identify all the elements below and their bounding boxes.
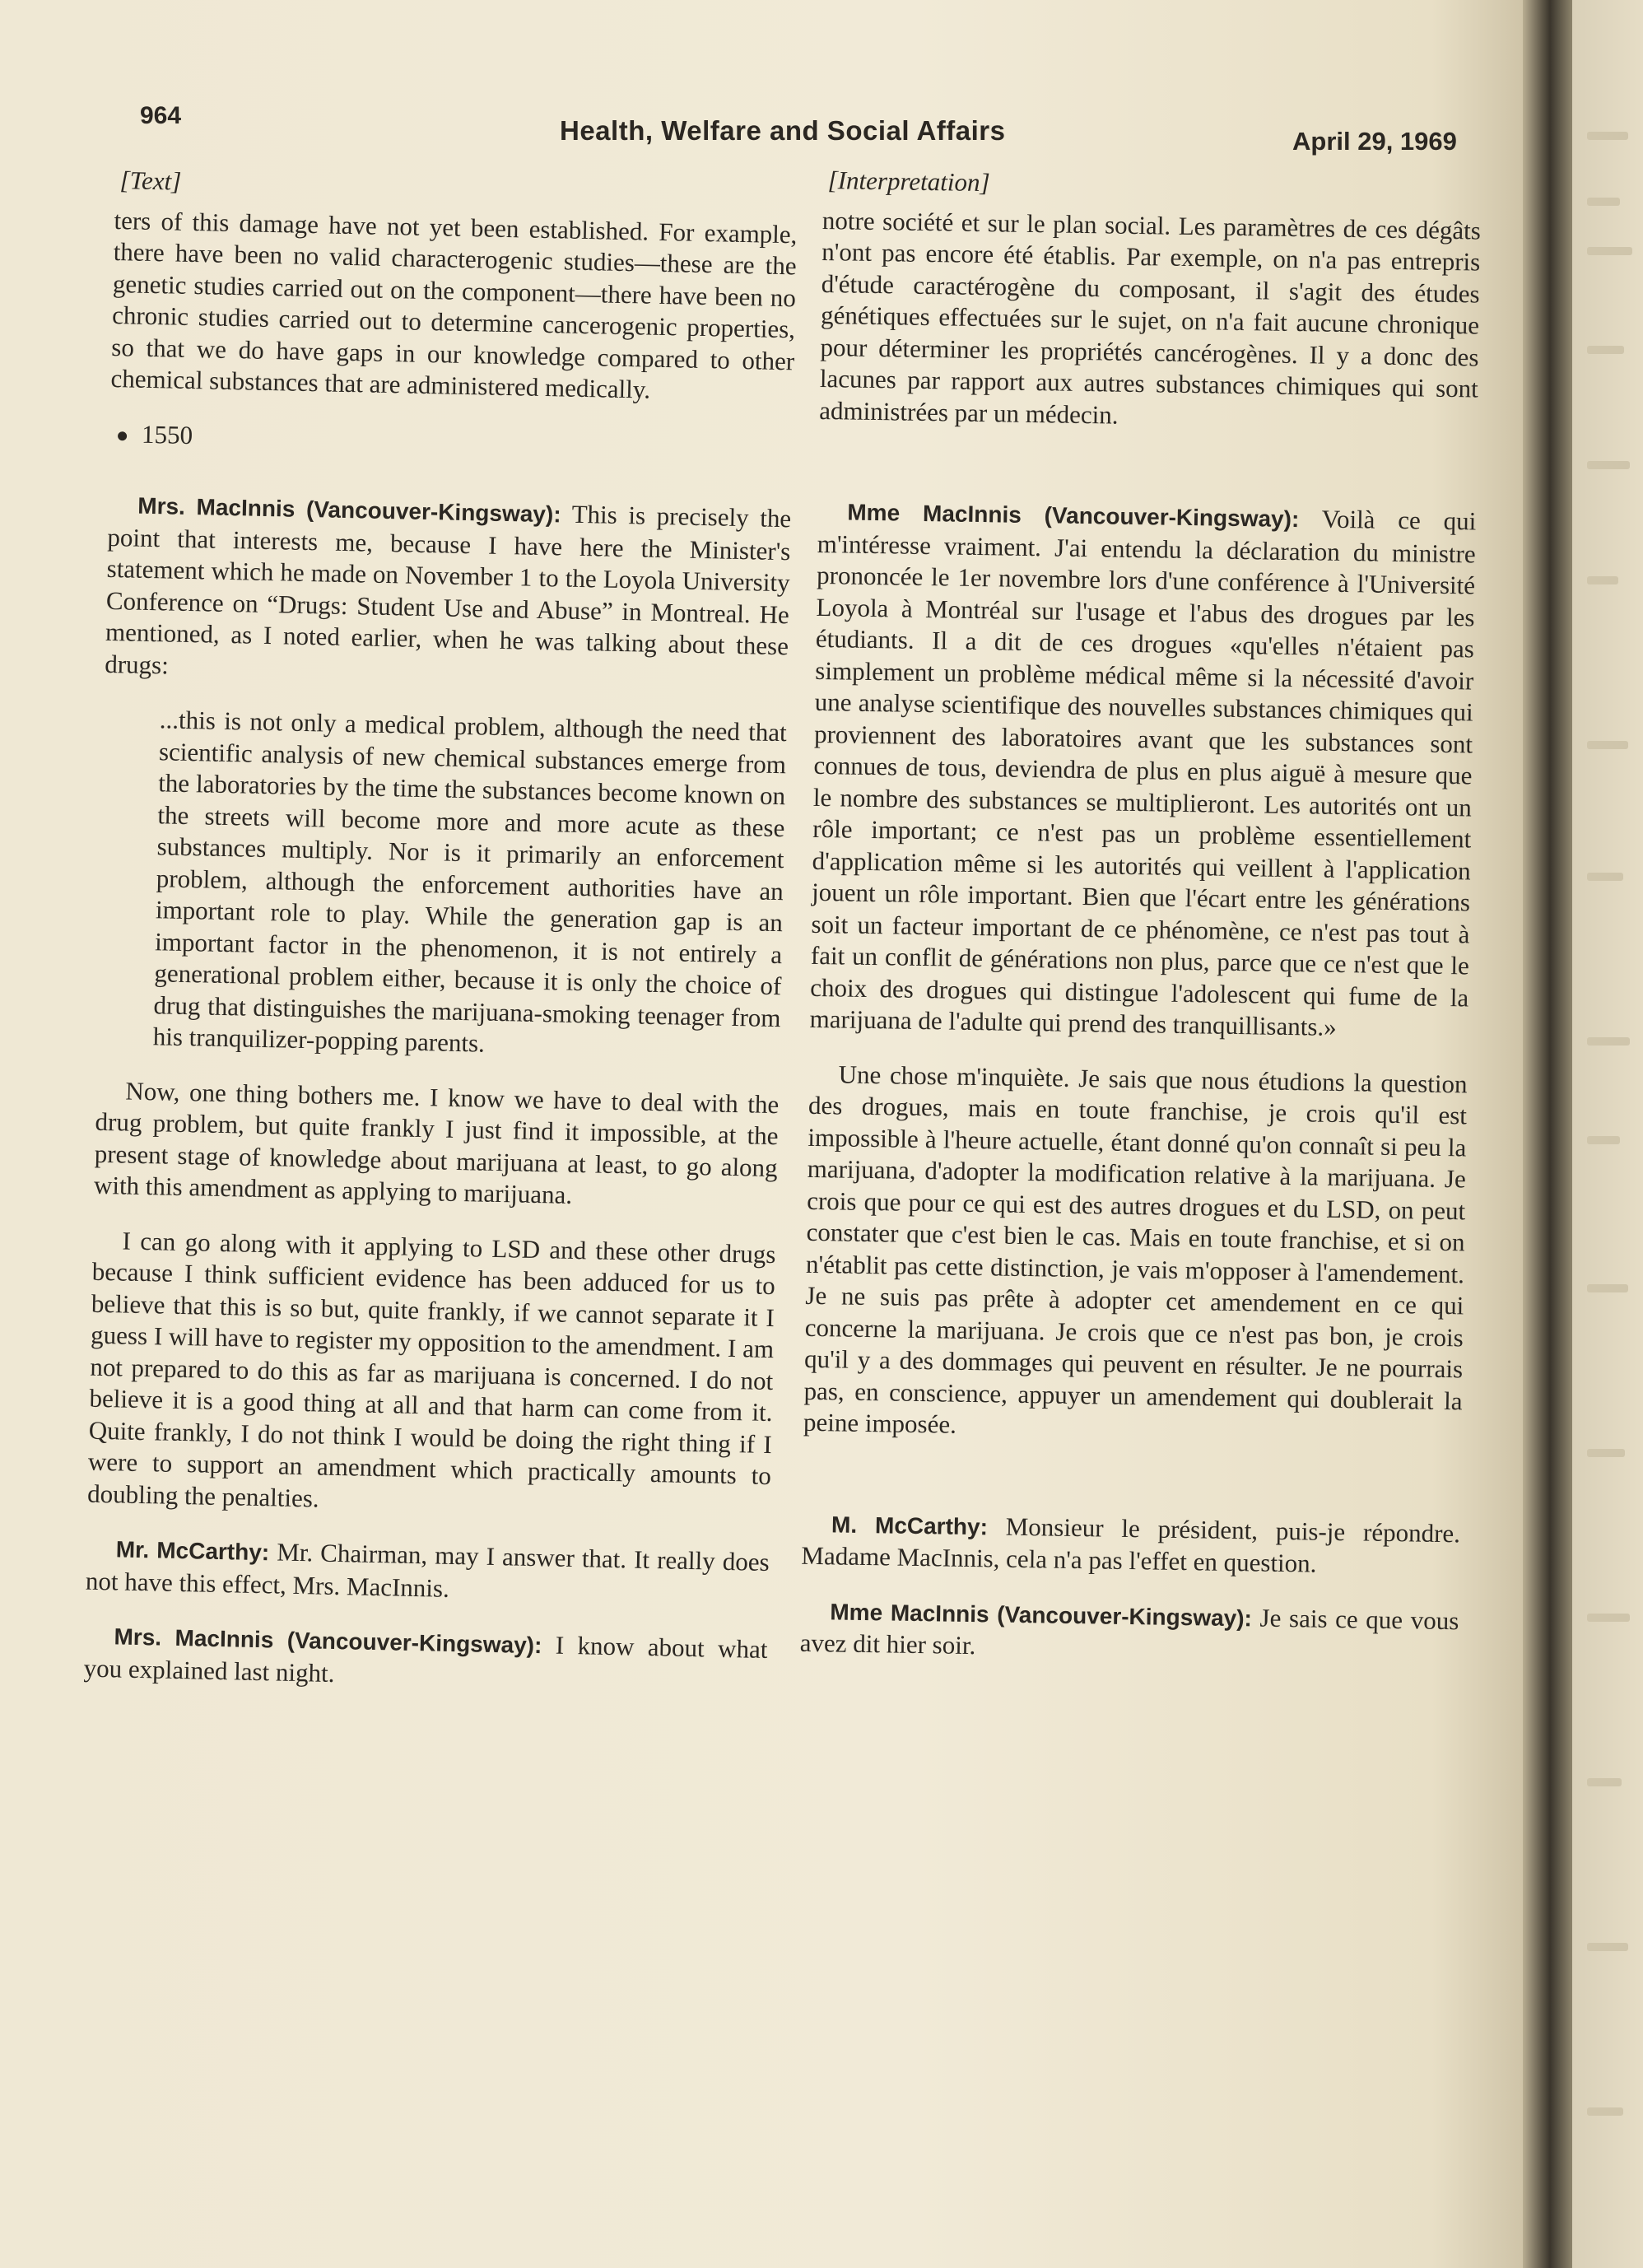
speech	[799, 1595, 1459, 1670]
ghost-text	[1587, 741, 1628, 749]
paragraph: Now, one thing bothers me. I know we have to deal with the drug problem, but quite frankly I just find it impossible, at the present stage of knowledge about marijuana at least, to go along with this amendment as applying to marijuana.	[93, 1076, 780, 1209]
speaker-name: Mme MacInnis (Vancouver-Kingsway):	[847, 499, 1300, 533]
ghost-text	[1587, 1778, 1622, 1786]
speech	[809, 496, 1476, 1046]
speaker-name: Mrs. MacInnis (Vancouver-Kingsway):	[114, 1623, 542, 1659]
speaker-name: M. McCarthy:	[831, 1511, 989, 1539]
book-gutter	[1523, 0, 1572, 2268]
paragraph: notre société et sur le plan social. Les paramètres de ces dégâts n'ont pas encore été établis. Par exemple, on n'a pas entrepris d'étude caractérogène du composant, il s'agit des études génétiques effectuées sur le sujet, on n'a fait aucune chronique pour déterminer les propriétés cancérogènes. Il y a donc des lacunes par rapport aux autres substances chimiques qui sont administrées par un médecin.	[819, 205, 1482, 430]
speaker-name: Mme MacInnis (Vancouver-Kingsway):	[830, 1598, 1253, 1631]
ghost-text	[1587, 576, 1618, 584]
time-stamp: 1550	[141, 419, 193, 449]
ghost-text	[1587, 461, 1630, 469]
page-number: 964	[140, 102, 182, 129]
ghost-text	[1587, 1136, 1620, 1144]
ghost-text	[1587, 132, 1628, 140]
speech-text: Voilà ce qui m'intéresse vraiment. J'ai entendu la déclaration du ministre prononcée le 1er novembre lors d'une conférence à l'Université Loyola à Montréal sur l'usage et l'abus des drogues par les étudiants. Il a dit de ces drogues «qu'elles n'étaient pas simplement un problème médical même si la nécessité d'avoir une analyse scientifique des nouvelles substances chimiques qui proviennent des laboratoires avant que les substances sont connues de tous, deviendra de plus en plus aiguë à mesure que le nombre des substances se multiplieront. Les autorités ont un rôle important; ce n'est pas un problème essentiellement d'application même si les autorités qui veillent à l'application jouent un rôle important. Bien que l'écart entre les générations soit un facteur important de ce phénomène, ce n'est pas tout à fait un conflit de générations non plus, parce que ce n'est que le choix des drogues qui distingue l'adolescent qui fume de la marijuana de l'adulte qui prend des tranquillisants.»	[809, 504, 1477, 1041]
speech	[105, 489, 792, 694]
page-date: April 29, 1969	[1292, 127, 1457, 156]
ghost-text	[1587, 1943, 1628, 1951]
speech	[86, 1533, 770, 1611]
french-column	[799, 165, 1482, 1693]
ghost-text	[1587, 198, 1620, 206]
paragraph: Une chose m'inquiète. Je sais que nous étudions la question des drogues, mais en toute franchise, je crois qu'il est impossible à l'heure actuelle, étant donné qu'on connaît si peu la marijuana, d'adopter la modification relative à la marijuana. Je crois que pour ce qui est des autres drogues et du LSD, on peut constater que c'est bien le cas. Mais en toute franchise, et si on n'établit pas cette distinction, je vais m'opposer à l'amendement. Je ne suis pas prête à adopter cet amendement en ce qui concerne la marijuana. Je crois que ce n'est pas bon, je crois qu'il y a des dommages qui peuvent en résulter. Je ne pourrais pas, en conscience, appuyer un amendement qui doublerait la peine imposée.	[803, 1059, 1468, 1439]
adjacent-page-edge	[1572, 0, 1643, 2268]
bullet-icon	[118, 431, 127, 440]
english-column	[83, 165, 798, 1721]
ghost-text	[1587, 1037, 1630, 1046]
column-label: [Text]	[119, 165, 182, 196]
block-quote: ...this is not only a medical problem, although the need that scientific analysis of new chemical substances emerge from the laboratories by the time the substances become known on the streets will become more and more acute as these substances multiply. Nor is it primarily an enforcement problem, although the enforcement authorities have an important role to play. While the generation gap is an important factor in the phenomenon, it is not entirely a generational problem either, because it is only the choice of drug that distinguishes the marijuana-smoking teenager from his tranquilizer-popping parents.	[152, 705, 788, 1058]
ghost-text	[1587, 873, 1623, 881]
time-marker	[109, 417, 794, 463]
ghost-text	[1587, 1284, 1628, 1292]
paragraph: I can go along with it applying to LSD and these other drugs because I think sufficient evidence has been adduced for us to believe that this is so but, quite frankly, if we cannot separate it I guess I will have to register my opposition to the amendment. I am not prepared to do this as far as marijuana is concerned. I do not believe it is a good thing at all and that harm can come from it. Quite frankly, I do not think I would be doing the right thing if I were to support an amendment which practically amounts to doubling the penalties.	[86, 1225, 776, 1513]
ghost-text	[1587, 346, 1624, 354]
speech-text: Je sais ce que vous avez dit hier soir.	[799, 1602, 1459, 1660]
paragraph: ters of this damage have not yet been established. For example, there have been no valid characterogenic studies—these are the genetic studies carried out on the component—there have been no chronic studies carried out to determine cancerogenic properties, so that we do have gaps in our knowledge compared to other chemical substances that are administered medically.	[110, 205, 798, 404]
speaker-name: Mr. McCarthy:	[115, 1536, 270, 1566]
speech	[801, 1507, 1460, 1582]
ghost-text	[1587, 247, 1632, 255]
speech-text: Mr. Chairman, may I answer that. It really does not have this effect, Mrs. MacInnis.	[85, 1537, 770, 1603]
page-title: Health, Welfare and Social Affairs	[560, 115, 1006, 146]
ghost-text	[1587, 1614, 1630, 1622]
ghost-text	[1587, 1449, 1625, 1457]
speaker-name: Mrs. MacInnis (Vancouver-Kingsway):	[137, 492, 561, 528]
ghost-text	[1587, 2107, 1623, 2116]
speech-text: Monsieur le président, puis-je répondre. Madame MacInnis, cela n'a pas l'effet en question.	[801, 1511, 1461, 1578]
speech-text: This is precisely the point that interests me, because I have here the Minister's statement which he made on November 1 to the Loyola University Conference on “Drugs: Student Use and Abuse” in Montreal. He mentioned, as I noted earlier, when he was talking about these drugs:	[104, 499, 792, 679]
speech	[83, 1620, 767, 1698]
speech-text: I know about what you explained last night.	[83, 1630, 768, 1688]
page-header	[0, 0, 1523, 165]
column-label: [Interpretation]	[827, 165, 990, 198]
